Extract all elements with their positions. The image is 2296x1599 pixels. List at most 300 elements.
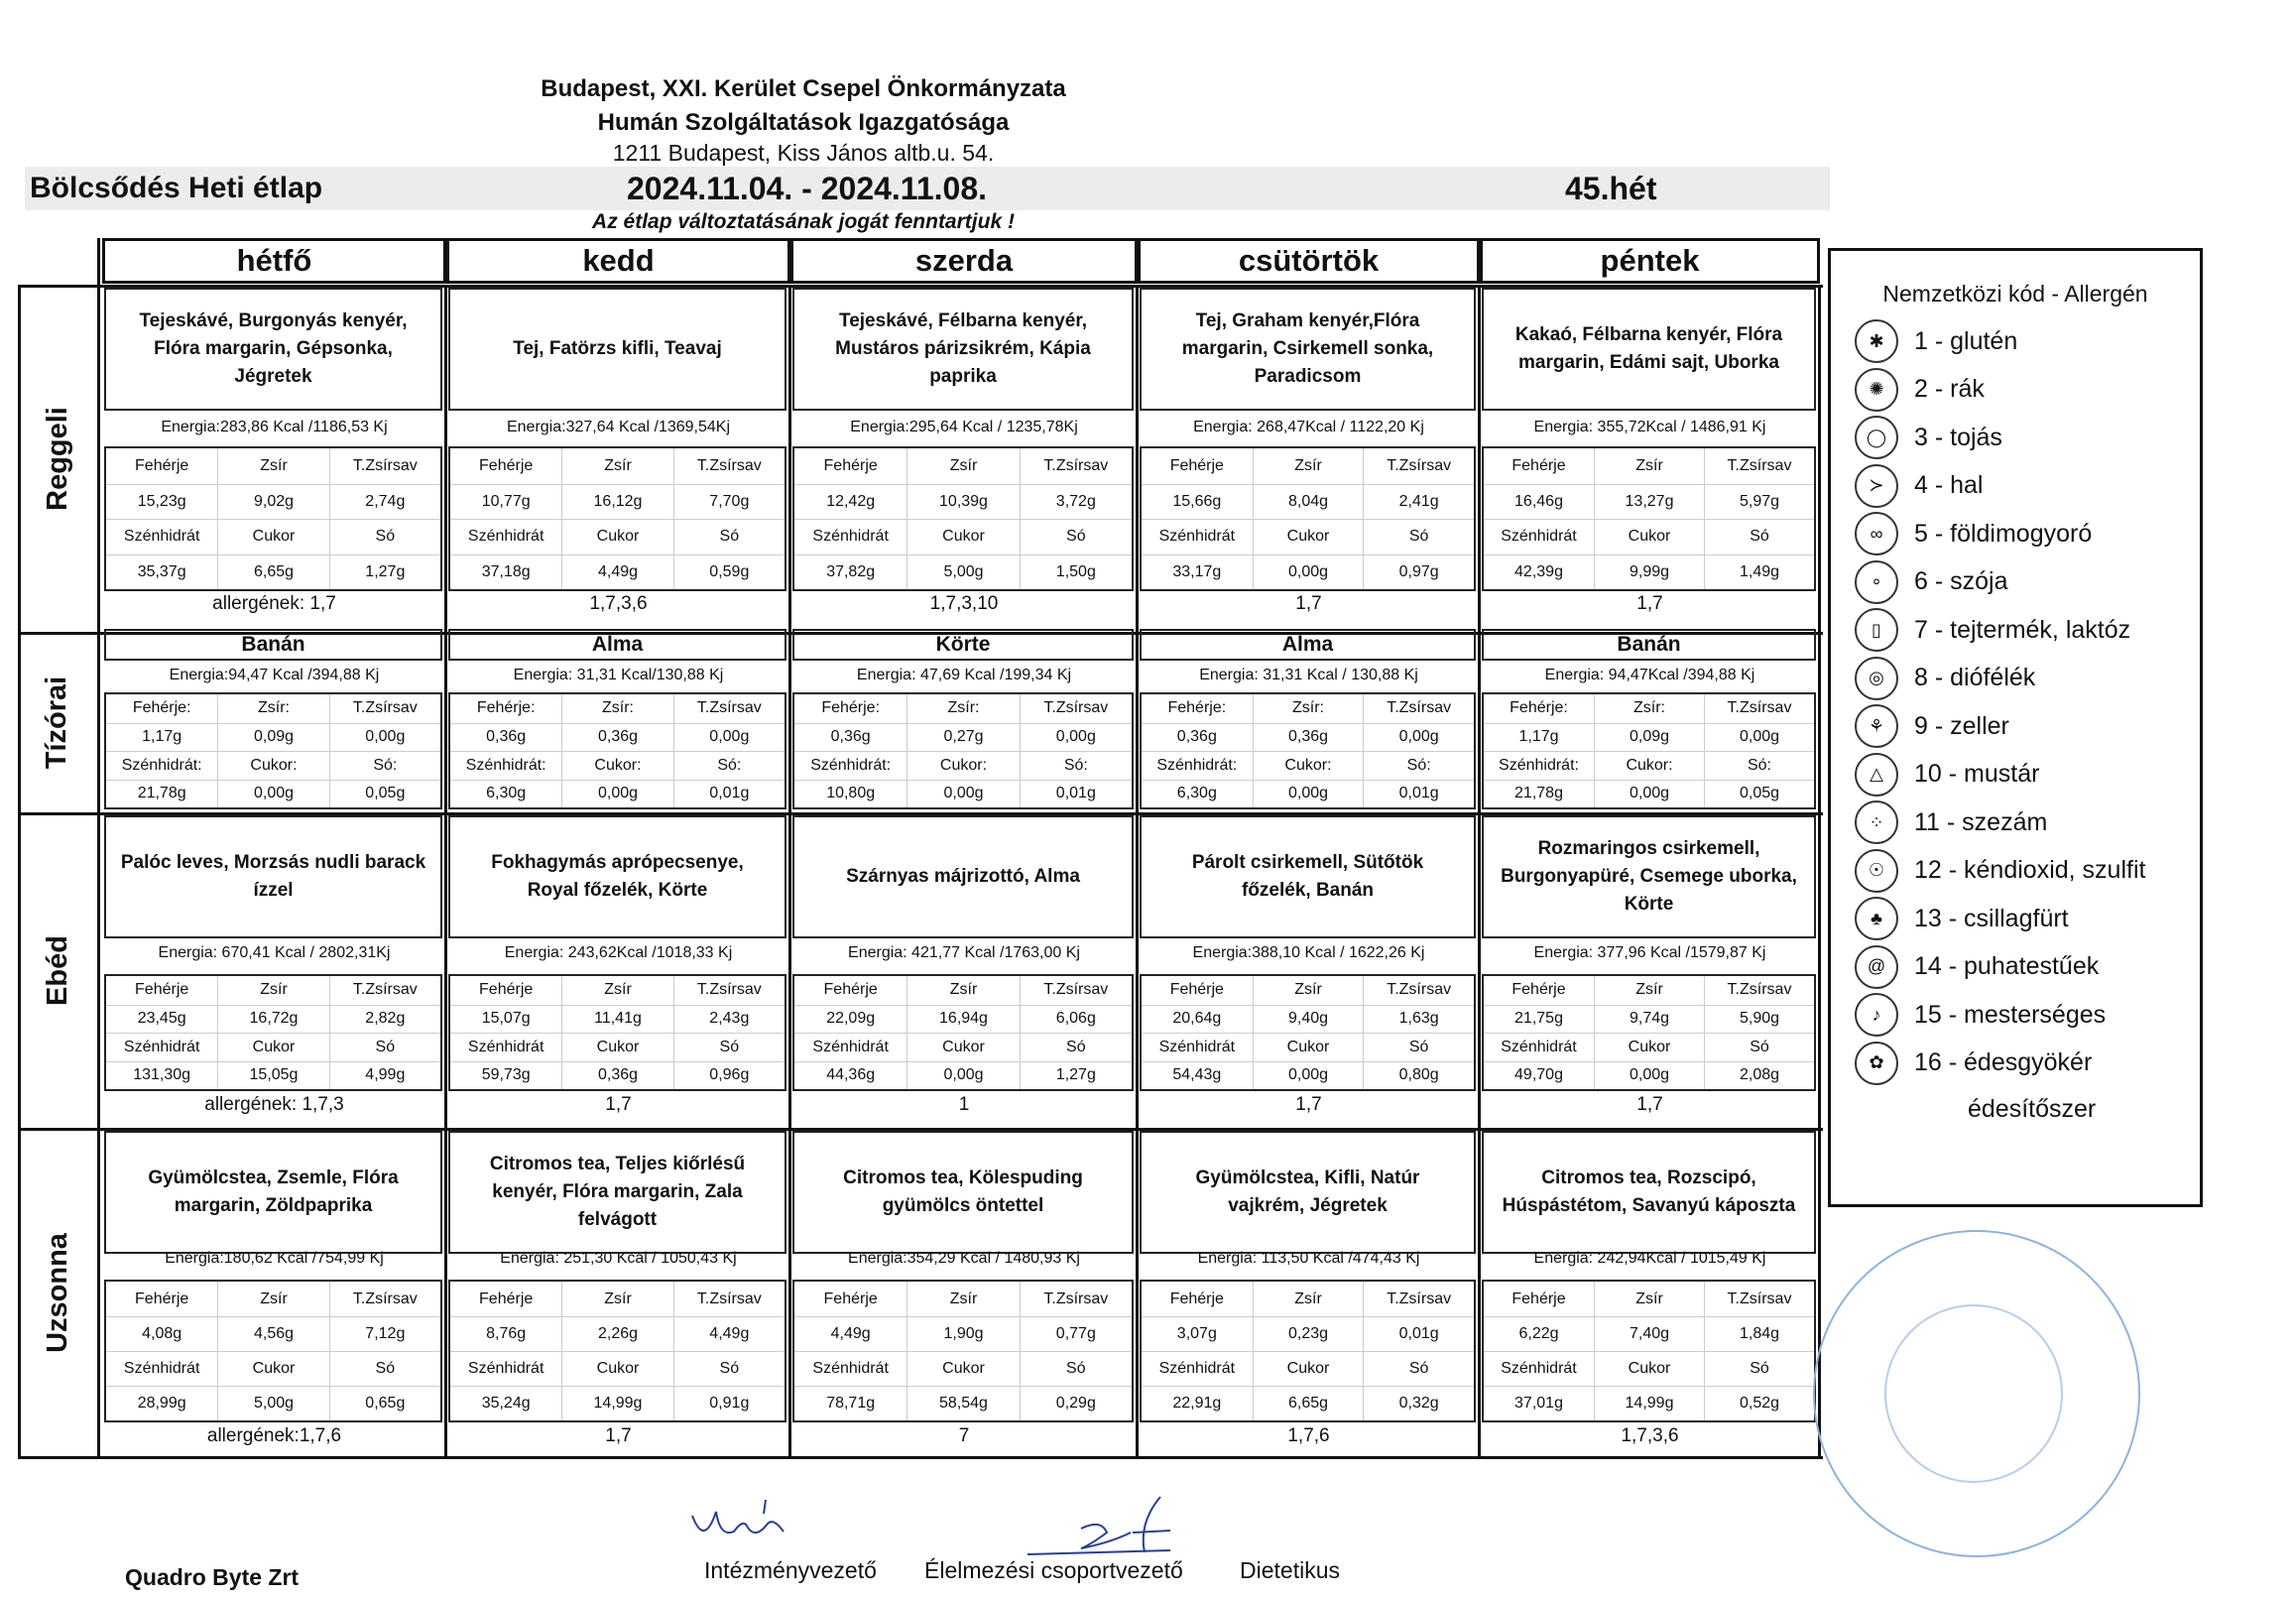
- legend-label: 16 - édesgyökér: [1914, 1048, 2093, 1077]
- nutrition-label: T.Zsírsav: [329, 1282, 440, 1316]
- menu-ebed-tuesday: Fokhagymás aprópecsenye, Royal főzelék, Körte: [448, 815, 786, 938]
- nutrition-value: 16,72g: [217, 1005, 328, 1034]
- nutrition-label: T.Zsírsav: [1020, 694, 1132, 723]
- legend-item-11: [1831, 799, 2200, 847]
- legend-item-16: [1831, 1040, 2200, 1088]
- nutrition-label: Szénhidrát: [794, 519, 906, 554]
- legend-item-1: [1831, 317, 2200, 366]
- nutrition-value: 6,30g: [450, 780, 561, 808]
- allergens-ebed-wednesday: 1: [958, 1094, 970, 1115]
- column-divider: [1478, 285, 1481, 1459]
- allergen-legend: [1828, 248, 2203, 1207]
- nutrition-value: 37,01g: [1484, 1386, 1594, 1420]
- nutrition-label: Szénhidrát: [106, 1033, 217, 1061]
- menu-uzsonna-thursday: Gyümölcstea, Kifli, Natúr vajkrém, Jégretek: [1140, 1131, 1476, 1254]
- nutrition-label: Fehérje:: [1510, 699, 1568, 717]
- nutrition-label: Fehérje: [1511, 981, 1566, 999]
- nutrition-value: 0,00g: [329, 723, 440, 752]
- nutrition-label: Só: [1363, 519, 1474, 554]
- nutrition-value: 0,27g: [906, 723, 1019, 752]
- fruit-tizorai-thursday: Alma: [1140, 629, 1476, 661]
- nutrition-label: Zsír:: [561, 694, 672, 723]
- celery-icon: ⚘: [1855, 704, 1898, 748]
- meal-label-ebed: Ebéd: [41, 934, 73, 1006]
- legend-label: 6 - szója: [1914, 567, 2008, 596]
- allergens-reggeli-tuesday: 1,7,3,6: [589, 593, 648, 614]
- nutrition-value: 12,42g: [794, 484, 906, 520]
- nutrition-label: Cukor: [906, 1351, 1019, 1386]
- allergens-reggeli-wednesday: 1,7,3,10: [929, 593, 999, 614]
- nutrition-label: Cukor: [1594, 1033, 1704, 1061]
- sesame-icon: ⁘: [1855, 800, 1898, 844]
- nutrition-value: 37,18g: [450, 554, 561, 590]
- meal-label-tizorai: Tízórai: [41, 676, 73, 769]
- nutrition-value: 0,65g: [329, 1386, 440, 1420]
- nutrition-label: T.Zsírsav: [673, 694, 785, 723]
- nutrition-label: Só: [329, 1033, 440, 1061]
- nutrition-value: 0,36g: [794, 723, 906, 752]
- nutrition-label: T.Zsírsav: [329, 976, 440, 1005]
- nutrition-label: Cukor: [561, 1351, 672, 1386]
- nutrition-label: Fehérje:: [476, 699, 536, 717]
- mustard-icon: △: [1855, 753, 1898, 797]
- energy-ebed-tuesday: Energia: 243,62Kcal /1018,33 Kj: [504, 944, 733, 961]
- legend-item-3: [1831, 414, 2200, 462]
- nutrition-label: Cukor:: [1594, 751, 1704, 780]
- nutrition-label: Cukor:: [1253, 751, 1364, 780]
- nutrition-label: T.Zsírsav: [673, 448, 785, 484]
- nutrition-table: [1482, 974, 1816, 1091]
- nutrition-value: 0,91g: [673, 1386, 785, 1420]
- nutrition-label: Cukor:: [217, 751, 328, 780]
- nutrition-value: 0,05g: [329, 780, 440, 808]
- legend-label: 8 - diófélék: [1914, 664, 2036, 692]
- nutrition-label: Zsír: [906, 976, 1019, 1005]
- legend-label: 5 - földimogyoró: [1914, 519, 2093, 548]
- nutrition-label: T.Zsírsav: [673, 976, 785, 1005]
- nutrition-value: 0,01g: [1363, 1316, 1474, 1351]
- nutrition-value: 35,37g: [106, 554, 217, 590]
- nutrition-label: Zsír: [1594, 1282, 1704, 1316]
- nutrition-table: [104, 974, 442, 1091]
- nutrition-value: 0,09g: [217, 723, 328, 752]
- nutrition-label: Szénhidrát:: [794, 751, 906, 780]
- menu-reggeli-monday: Tejeskávé, Burgonyás kenyér, Flóra margarin, Gépsonka, Jégretek: [104, 288, 442, 411]
- nutrition-table: [1140, 974, 1476, 1091]
- nutrition-value: 0,00g: [1253, 554, 1364, 590]
- allergens-uzsonna-thursday: 1,7,6: [1287, 1425, 1330, 1446]
- company-name: Quadro Byte Zrt: [125, 1564, 300, 1590]
- energy-tizorai-friday: Energia: 94,47Kcal /394,88 Kj: [1544, 667, 1755, 683]
- nutrition-value: 33,17g: [1142, 554, 1253, 590]
- fruit-tizorai-friday: Banán: [1482, 629, 1816, 661]
- nutrition-label: Cukor: [561, 1033, 672, 1061]
- energy-reggeli-thursday: Energia: 268,47Kcal / 1122,20 Kj: [1193, 419, 1424, 435]
- nutrition-label: Só:: [329, 751, 440, 780]
- nutrition-label: Fehérje: [135, 1290, 189, 1307]
- nutrition-label: Szénhidrát: [106, 519, 217, 554]
- nutrition-value: 0,09g: [1594, 723, 1704, 752]
- energy-tizorai-monday: Energia:94,47 Kcal /394,88 Kj: [169, 667, 380, 683]
- nutrition-value: 4,56g: [217, 1316, 328, 1351]
- legend-label: 14 - puhatestűek: [1914, 952, 2100, 981]
- nutrition-value: 0,00g: [673, 723, 785, 752]
- nutrition-value: 58,54g: [906, 1386, 1019, 1420]
- nutrition-label: Cukor:: [906, 751, 1019, 780]
- licorice-icon: ✿: [1855, 1042, 1898, 1085]
- table-bottom-line: [18, 1456, 1823, 1459]
- nutrition-value: 131,30g: [106, 1061, 217, 1090]
- nutrition-value: 0,96g: [673, 1061, 785, 1090]
- nutrition-label: Fehérje: [479, 981, 534, 999]
- nutrition-value: 22,91g: [1142, 1386, 1253, 1420]
- nutrition-table: [104, 692, 442, 809]
- menu-uzsonna-wednesday: Citromos tea, Kölespuding gyümölcs öntettel: [792, 1131, 1134, 1254]
- org-address: 1211 Budapest, Kiss János altb.u. 54.: [612, 140, 995, 166]
- nutrition-label: Cukor: [1253, 1351, 1364, 1386]
- menu-reggeli-tuesday: Tej, Fatörzs kifli, Teavaj: [448, 288, 786, 411]
- menu-ebed-thursday: Párolt csirkemell, Sütőtök főzelék, Banán: [1140, 815, 1476, 938]
- soy-icon: ∘: [1855, 560, 1898, 604]
- fruit-tizorai-tuesday: Alma: [448, 629, 786, 661]
- energy-ebed-monday: Energia: 670,41 Kcal / 2802,31Kj: [158, 944, 391, 961]
- notice: Az étlap változtatásának jogát fenntartjuk !: [592, 210, 1015, 233]
- nutrition-value: 8,04g: [1253, 484, 1364, 520]
- meal-label-reggeli: Reggeli: [41, 406, 73, 511]
- nutrition-value: 9,02g: [217, 484, 328, 520]
- nutrition-label: Zsír:: [1253, 694, 1364, 723]
- mollusc-icon: @: [1855, 945, 1898, 989]
- nutrition-table: [448, 974, 786, 1091]
- nutrition-value: 1,49g: [1704, 554, 1814, 590]
- sweetener-icon: ♪: [1855, 993, 1898, 1037]
- nutrition-label: Fehérje: [479, 456, 534, 474]
- nutrition-value: 15,07g: [450, 1005, 561, 1034]
- nutrition-label: Só: [1363, 1033, 1474, 1061]
- fruit-tizorai-wednesday: Körte: [792, 629, 1134, 661]
- nutrition-value: 35,24g: [450, 1386, 561, 1420]
- nutrition-value: 4,49g: [673, 1316, 785, 1351]
- menu-ebed-monday: Palóc leves, Morzsás nudli barack ízzel: [104, 815, 442, 938]
- nutrition-value: 28,99g: [106, 1386, 217, 1420]
- nutrition-value: 37,82g: [794, 554, 906, 590]
- nutrition-value: 23,45g: [106, 1005, 217, 1034]
- nutrition-label: Zsír: [561, 976, 672, 1005]
- nutrition-value: 0,36g: [1253, 723, 1364, 752]
- energy-uzsonna-friday: Energia: 242,94Kcal / 1015,49 Kj: [1533, 1250, 1766, 1267]
- energy-ebed-thursday: Energia:388,10 Kcal / 1622,26 Kj: [1192, 944, 1425, 961]
- nutrition-table: [792, 1280, 1134, 1422]
- day-header-friday: péntek: [1480, 238, 1820, 284]
- nutrition-table: [1140, 692, 1476, 809]
- legend-item-6: [1831, 558, 2200, 607]
- allergens-ebed-friday: 1,7: [1636, 1094, 1663, 1115]
- nutrition-label: T.Zsírsav: [1020, 1282, 1132, 1316]
- nutrition-label: Fehérje: [135, 456, 189, 474]
- nutrition-label: Fehérje: [823, 981, 878, 999]
- nutrition-label: Fehérje: [479, 1290, 534, 1307]
- nutrition-label: Só: [1704, 1033, 1814, 1061]
- nutrition-label: Cukor: [217, 1351, 328, 1386]
- legend-item-4: [1831, 462, 2200, 511]
- day-header-thursday: csütörtök: [1138, 238, 1480, 284]
- nutrition-value: 2,43g: [673, 1005, 785, 1034]
- nutrition-value: 0,00g: [217, 780, 328, 808]
- allergens-reggeli-thursday: 1,7: [1295, 593, 1322, 614]
- nutrition-value: 13,27g: [1594, 484, 1704, 520]
- nutrition-value: 16,94g: [906, 1005, 1019, 1034]
- nutrition-value: 0,01g: [1020, 780, 1132, 808]
- allergens-uzsonna-friday: 1,7,3,6: [1621, 1425, 1679, 1446]
- nutrition-label: Szénhidrát:: [106, 751, 217, 780]
- nutrition-label: Zsír: [217, 976, 328, 1005]
- legend-label: 15 - mesterséges: [1914, 1000, 2107, 1029]
- nutrition-label: T.Zsírsav: [1363, 694, 1474, 723]
- energy-reggeli-friday: Energia: 355,72Kcal / 1486,91 Kj: [1533, 419, 1766, 435]
- nutrition-label: Cukor:: [561, 751, 672, 780]
- energy-uzsonna-wednesday: Energia:354,29 Kcal / 1480,93 Kj: [848, 1250, 1080, 1267]
- nutrition-label: Cukor: [1253, 519, 1364, 554]
- nutrition-label: T.Zsírsav: [329, 448, 440, 484]
- date-range: 2024.11.04. - 2024.11.08.: [627, 171, 987, 206]
- nutrition-label: Cukor: [217, 1033, 328, 1061]
- nutrition-value: 0,52g: [1704, 1386, 1814, 1420]
- lupin-icon: ♣: [1855, 897, 1898, 940]
- nutrition-label: Szénhidrát: [1142, 1033, 1253, 1061]
- nutrition-table: [792, 446, 1134, 591]
- nutrition-value: 4,99g: [329, 1061, 440, 1090]
- sulphite-icon: ☉: [1855, 849, 1898, 893]
- allergens-uzsonna-wednesday: 7: [958, 1425, 970, 1446]
- nutrition-label: Szénhidrát: [450, 519, 561, 554]
- nutrition-label: Zsír: [217, 448, 328, 484]
- nutrition-value: 5,00g: [217, 1386, 328, 1420]
- nutrition-label: Zsír: [561, 448, 672, 484]
- nutrition-table: [1482, 446, 1816, 591]
- nutrition-label: Fehérje:: [1167, 699, 1227, 717]
- nutrition-value: 10,39g: [906, 484, 1019, 520]
- wheat-icon: ✱: [1855, 319, 1898, 363]
- energy-reggeli-tuesday: Energia:327,64 Kcal /1369,54Kj: [506, 419, 731, 435]
- nutrition-value: 2,74g: [329, 484, 440, 520]
- nutrition-table: [792, 974, 1134, 1091]
- legend-label: 3 - tojás: [1914, 423, 2002, 451]
- nutrition-value: 2,82g: [329, 1005, 440, 1034]
- nutrition-value: 6,22g: [1484, 1316, 1594, 1351]
- legend-label: 12 - kéndioxid, szulfit: [1914, 856, 2146, 885]
- nutrition-label: Fehérje: [1511, 1290, 1566, 1307]
- nutrition-table: [1140, 446, 1476, 591]
- nutrition-value: 0,36g: [450, 723, 561, 752]
- nutrition-value: 0,77g: [1020, 1316, 1132, 1351]
- nutrition-label: T.Zsírsav: [329, 694, 440, 723]
- nutrition-value: 9,74g: [1594, 1005, 1704, 1034]
- week-number: 45.hét: [1565, 171, 1657, 206]
- menu-uzsonna-friday: Citromos tea, Rozscipó, Húspástétom, Savanyú káposzta: [1482, 1131, 1816, 1254]
- legend-label: 2 - rák: [1914, 375, 1985, 404]
- nutrition-value: 0,59g: [673, 554, 785, 590]
- nutrition-label: Szénhidrát: [794, 1351, 906, 1386]
- legend-item-12: [1831, 847, 2200, 896]
- nutrition-value: 5,00g: [906, 554, 1019, 590]
- nutrition-label: Só: [1704, 519, 1814, 554]
- legend-item-8: [1831, 655, 2200, 703]
- nutrition-value: 15,66g: [1142, 484, 1253, 520]
- nutrition-label: T.Zsírsav: [1363, 448, 1474, 484]
- nutrition-label: Só: [1704, 1351, 1814, 1386]
- nutrition-value: 3,72g: [1020, 484, 1132, 520]
- fish-icon: ≻: [1855, 464, 1898, 508]
- nutrition-label: Szénhidrát:: [450, 751, 561, 780]
- column-divider: [1136, 285, 1139, 1459]
- nutrition-value: 3,07g: [1142, 1316, 1253, 1351]
- nutrition-value: 7,70g: [673, 484, 785, 520]
- day-header-monday: hétfő: [102, 238, 446, 284]
- nutrition-label: Cukor: [906, 519, 1019, 554]
- nutrition-label: Só: [673, 1033, 785, 1061]
- nutrition-label: Szénhidrát:: [1142, 751, 1253, 780]
- energy-uzsonna-monday: Energia:180,62 Kcal /754,99 Kj: [165, 1250, 384, 1267]
- nutrition-label: T.Zsírsav: [1704, 448, 1814, 484]
- nutrition-label: Fehérje: [1169, 1290, 1224, 1307]
- nutrition-value: 2,41g: [1363, 484, 1474, 520]
- nutrition-value: 0,01g: [673, 780, 785, 808]
- nutrition-value: 0,23g: [1253, 1316, 1364, 1351]
- signature-label-dietitian: Dietetikus: [1240, 1557, 1340, 1583]
- nutrition-value: 0,29g: [1020, 1386, 1132, 1420]
- nutrition-label: Só:: [1020, 751, 1132, 780]
- nutrition-value: 20,64g: [1142, 1005, 1253, 1034]
- energy-reggeli-wednesday: Energia:295,64 Kcal / 1235,78Kj: [850, 419, 1078, 435]
- nutrition-label: Fehérje: [135, 981, 189, 999]
- nutrition-value: 0,01g: [1363, 780, 1474, 808]
- nutrition-table: [104, 1280, 442, 1422]
- signature-2-icon: [1022, 1493, 1210, 1562]
- nutrition-table: [1482, 692, 1816, 809]
- peanut-icon: ∞: [1855, 512, 1898, 555]
- nutrition-label: T.Zsírsav: [1020, 976, 1132, 1005]
- nutrition-label: Szénhidrát: [1142, 519, 1253, 554]
- menu-uzsonna-monday: Gyümölcstea, Zsemle, Flóra margarin, Zöldpaprika: [104, 1131, 442, 1254]
- nutrition-value: 1,90g: [906, 1316, 1019, 1351]
- nutrition-label: Szénhidrát: [1484, 1033, 1594, 1061]
- day-header-tuesday: kedd: [446, 238, 790, 284]
- nutrition-label: Szénhidrát: [450, 1351, 561, 1386]
- nutrition-value: 4,49g: [561, 554, 672, 590]
- nutrition-label: Zsír: [1253, 448, 1364, 484]
- nutrition-value: 7,12g: [329, 1316, 440, 1351]
- legend-item-14: [1831, 943, 2200, 992]
- allergens-ebed-monday: allergének: 1,7,3: [204, 1094, 344, 1115]
- nutrition-label: T.Zsírsav: [1704, 1282, 1814, 1316]
- nutrition-label: Fehérje: [823, 1290, 878, 1307]
- nutrition-value: 21,75g: [1484, 1005, 1594, 1034]
- nutrition-label: Szénhidrát: [450, 1033, 561, 1061]
- nutrition-value: 0,00g: [1704, 723, 1814, 752]
- nutrition-label: Fehérje:: [132, 699, 191, 717]
- nutrition-value: 9,99g: [1594, 554, 1704, 590]
- nutrition-value: 0,00g: [1594, 780, 1704, 808]
- nutrition-value: 14,99g: [1594, 1386, 1704, 1420]
- legend-label: 9 - zeller: [1914, 711, 2009, 740]
- nutrition-label: Só: [1020, 519, 1132, 554]
- nutrition-label: Zsír:: [217, 694, 328, 723]
- nutrition-value: 42,39g: [1484, 554, 1594, 590]
- nutrition-label: Zsír:: [906, 694, 1019, 723]
- nutrition-label: Szénhidrát:: [1484, 751, 1594, 780]
- nutrition-table: [1482, 1280, 1816, 1422]
- energy-ebed-friday: Energia: 377,96 Kcal /1579,87 Kj: [1533, 944, 1766, 961]
- nutrition-value: 1,17g: [1484, 723, 1594, 752]
- legend-item-9: [1831, 702, 2200, 751]
- legend-item-7: [1831, 606, 2200, 655]
- nutrition-value: 54,43g: [1142, 1061, 1253, 1090]
- nutrition-label: Szénhidrát: [1484, 519, 1594, 554]
- nutrition-value: 6,65g: [1253, 1386, 1364, 1420]
- energy-ebed-wednesday: Energia: 421,77 Kcal /1763,00 Kj: [848, 944, 1080, 961]
- legend-label: 7 - tejtermék, laktóz: [1914, 615, 2131, 644]
- nutrition-label: T.Zsírsav: [673, 1282, 785, 1316]
- nutrition-label: Szénhidrát: [794, 1033, 906, 1061]
- nutrition-label: Só: [1363, 1351, 1474, 1386]
- nutrition-label: Cukor: [1253, 1033, 1364, 1061]
- nutrition-label: Cukor: [1594, 519, 1704, 554]
- nutrition-label: Só:: [1363, 751, 1474, 780]
- nutrition-value: 0,00g: [561, 780, 672, 808]
- nutrition-label: Só: [329, 519, 440, 554]
- nutrition-value: 0,00g: [1020, 723, 1132, 752]
- menu-reggeli-thursday: Tej, Graham kenyér,Flóra margarin, Csirkemell sonka, Paradicsom: [1140, 288, 1476, 411]
- nutrition-value: 0,00g: [906, 780, 1019, 808]
- nutrition-table: [448, 1280, 786, 1422]
- nutrition-label: Szénhidrát: [1142, 1351, 1253, 1386]
- nutrition-value: 10,80g: [794, 780, 906, 808]
- egg-icon: ◯: [1855, 416, 1898, 459]
- legend-label: 1 - glutén: [1914, 326, 2018, 355]
- nutrition-table: [104, 446, 442, 591]
- nutrition-value: 11,41g: [561, 1005, 672, 1034]
- legend-item-10: [1831, 751, 2200, 800]
- nutrition-label: Zsír: [906, 1282, 1019, 1316]
- nutrition-value: 0,32g: [1363, 1386, 1474, 1420]
- allergens-reggeli-friday: 1,7: [1636, 593, 1663, 614]
- nutrition-label: Zsír: [1253, 1282, 1364, 1316]
- nutrition-value: 8,76g: [450, 1316, 561, 1351]
- allergens-ebed-tuesday: 1,7: [605, 1094, 632, 1115]
- energy-tizorai-thursday: Energia: 31,31 Kcal / 130,88 Kj: [1199, 667, 1418, 683]
- nutrition-label: Fehérje: [1169, 981, 1224, 999]
- nutrition-value: 1,50g: [1020, 554, 1132, 590]
- nutrition-value: 0,36g: [561, 723, 672, 752]
- crab-icon: ✺: [1855, 368, 1898, 412]
- meal-label-uzsonna: Uzsonna: [41, 1233, 73, 1353]
- day-header-wednesday: szerda: [790, 238, 1138, 284]
- nutrition-label: Só:: [673, 751, 785, 780]
- allergens-uzsonna-tuesday: 1,7: [605, 1425, 632, 1446]
- nutrition-label: Szénhidrát: [106, 1351, 217, 1386]
- nutrition-value: 49,70g: [1484, 1061, 1594, 1090]
- nutrition-value: 0,05g: [1704, 780, 1814, 808]
- nutrition-value: 21,78g: [106, 780, 217, 808]
- nutrition-value: 59,73g: [450, 1061, 561, 1090]
- nutrition-value: 78,71g: [794, 1386, 906, 1420]
- org-department: Humán Szolgáltatások Igazgatósága: [597, 109, 1010, 136]
- nutrition-value: 14,99g: [561, 1386, 672, 1420]
- page-title: Bölcsődés Heti étlap: [30, 172, 323, 204]
- nutrition-value: 5,90g: [1704, 1005, 1814, 1034]
- label-column-line: [97, 238, 100, 1459]
- energy-tizorai-tuesday: Energia: 31,31 Kcal/130,88 Kj: [513, 667, 724, 683]
